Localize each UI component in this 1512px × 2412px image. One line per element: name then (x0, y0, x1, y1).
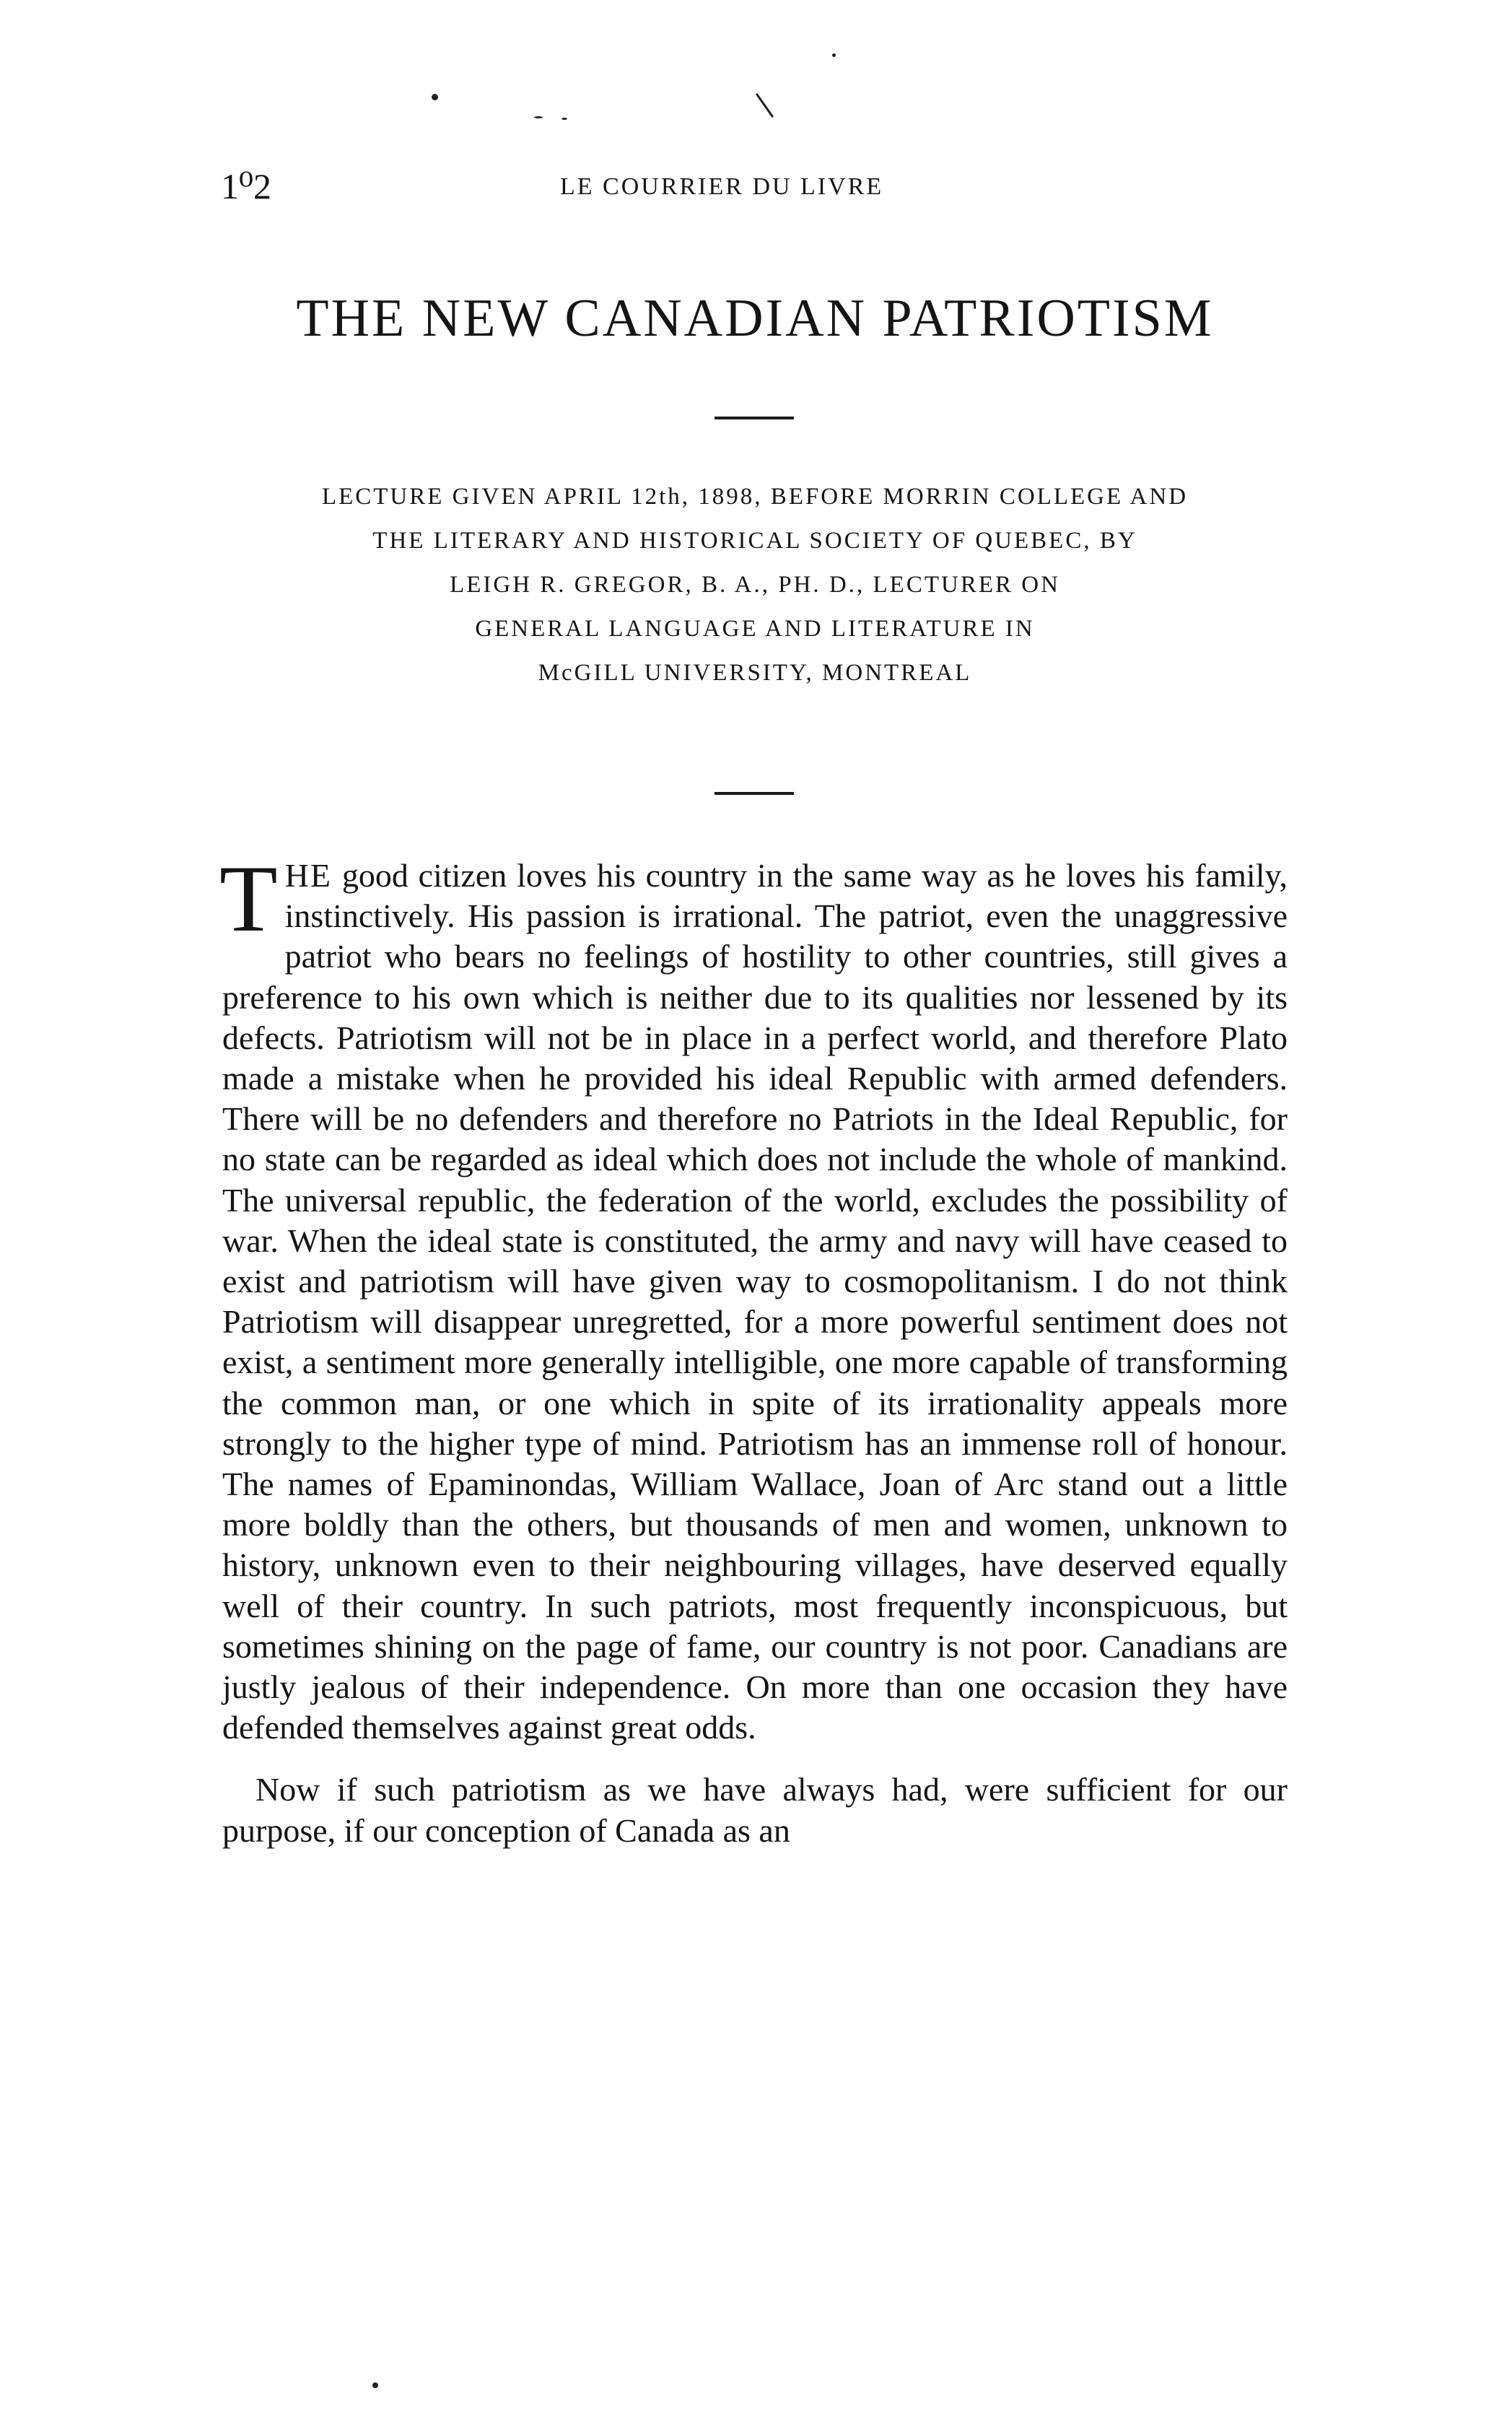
article-subtitle (221, 475, 1289, 695)
article-body (219, 845, 1288, 1851)
scan-speck (756, 93, 774, 118)
subtitle-line: LECTURE GIVEN APRIL 12th, 1898, BEFORE MORRIN COLLEGE AND (321, 484, 1189, 510)
article-title: THE NEW CANADIAN PATRIOTISM (296, 289, 1214, 348)
drop-cap: T (219, 845, 278, 952)
page-number: 1⁰2 (221, 166, 272, 206)
body-paragraph: Now if such patriotism as we have always had, were sufficient for our purpose, if our conception of Canada as an (222, 1771, 1288, 1849)
subtitle-divider (715, 792, 794, 795)
scan-speck (372, 2382, 378, 2388)
subtitle-line: THE LITERARY AND HISTORICAL SOCIETY OF QUEBEC, BY (372, 528, 1137, 554)
lead-in: HE (284, 857, 332, 894)
subtitle-line: LEIGH R. GREGOR, B. A., PH. D., LECTURER ON (450, 572, 1060, 598)
title-divider (715, 417, 794, 419)
running-head (221, 165, 1289, 208)
journal-title: LE COURRIER DU LIVRE (560, 173, 884, 200)
paragraph-text: good citizen loves his country in the same way as he loves his family, instinctively. His passion is irrational. The patriot, even the unaggressive patriot who bears no feelings of hostility to other countries, still gives a preference to his own which is neither due to its qualities nor lessened by its defects. Patriotism will not be in place in a perfect world, and therefore Plato made a mistake when he provided his ideal Republic with armed defenders. There will be no defenders and therefore no Patriots in the Ideal Republic, for no state can be regarded as ideal which does not include the whole of mankind. The universal republic, the federation of the world, excludes the possibility of war. When the ideal state is constituted, the army and navy will have ceased to exist and patriotism will have given way to cosmopolitanism. I do not think Patriotism will disappear unregretted, for a more powerful sentiment does not exist, a sentiment more generally intelligible, one more capable of transforming the common man, or one which in spite of its irrationality appeals more strongly to the higher type of mind. Patriotism has an immense roll of honour. The names of Epaminondas, William Wallace, Joan of Arc stand out a little more boldly than the others, but thousands of men and women, unknown to history, unknown even to their neighbouring villages, have deserved equally well of their country. In such patriots, most frequently inconspicuous, but sometimes shining on the page of fame, our country is not poor. Canadians are justly jealous of their independence. On more than one occasion they have defended themselves against great odds. (222, 857, 1288, 1746)
scan-speck (832, 53, 836, 57)
subtitle-line: GENERAL LANGUAGE AND LITERATURE IN (475, 616, 1035, 642)
scan-speck (432, 94, 438, 100)
scan-speck (534, 116, 543, 118)
body-paragraph (219, 845, 1288, 1748)
scan-speck (561, 118, 567, 120)
subtitle-line: McGILL UNIVERSITY, MONTREAL (538, 660, 972, 686)
